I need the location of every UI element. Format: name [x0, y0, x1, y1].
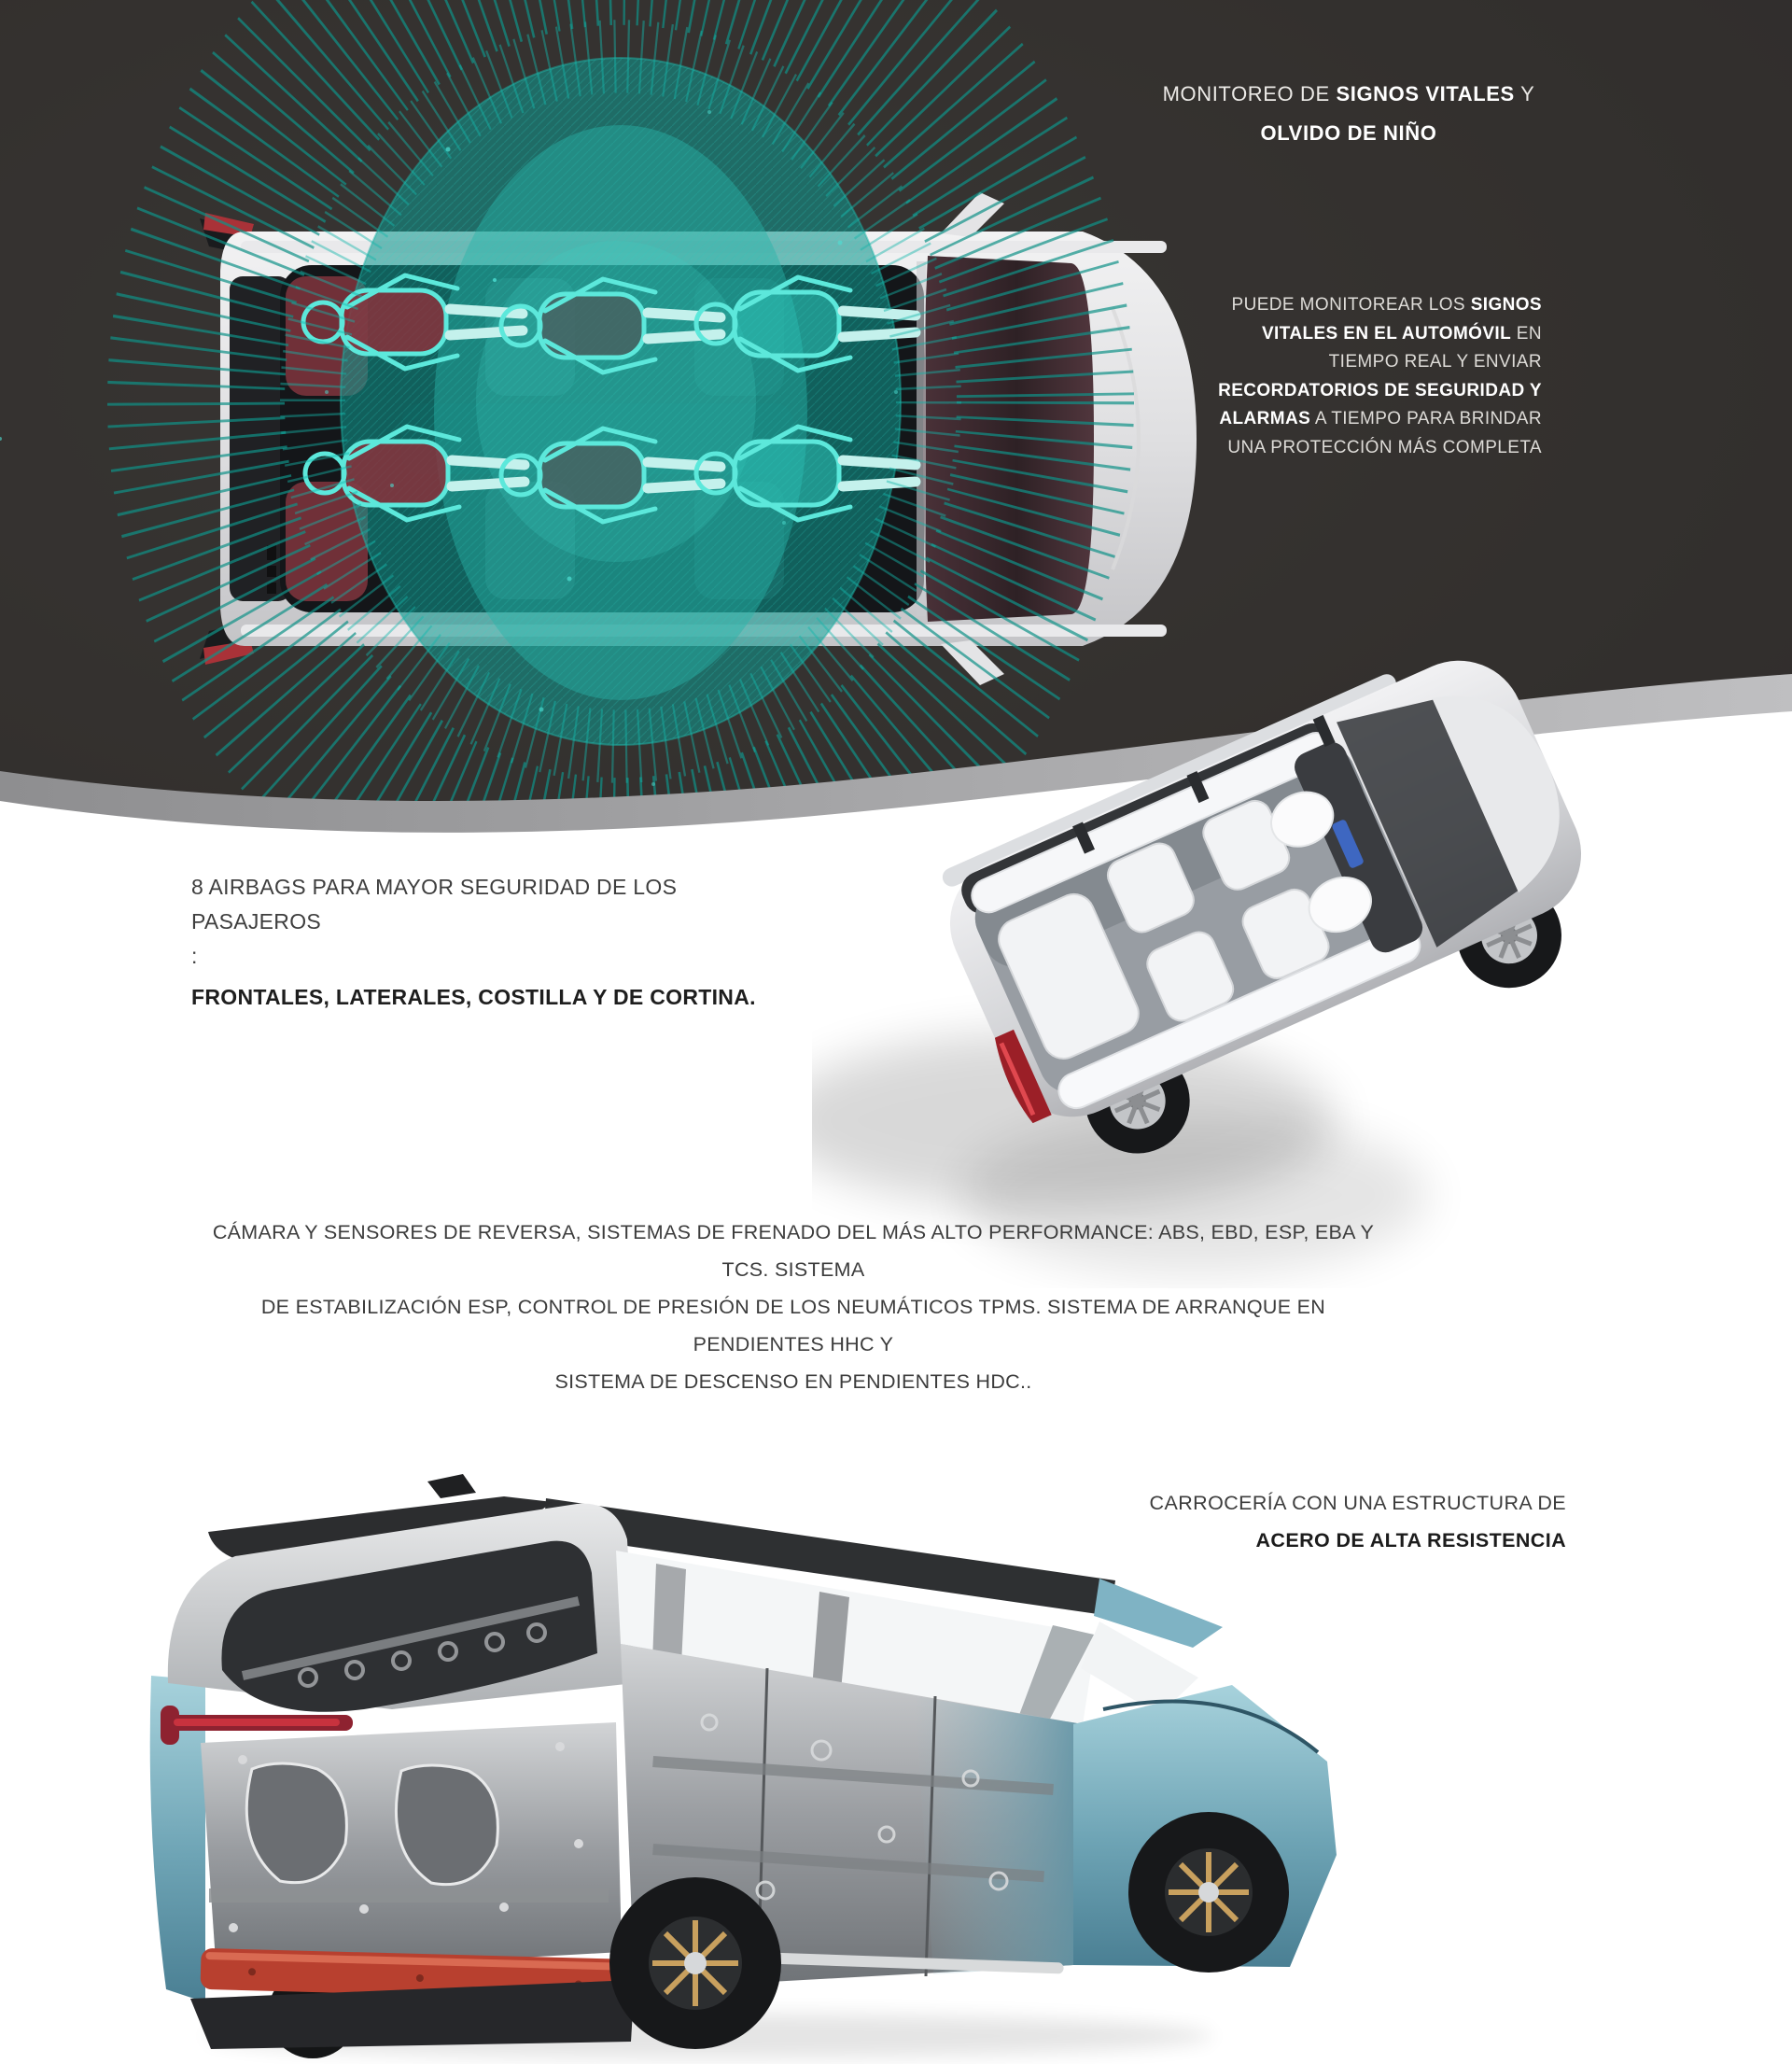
steel-van-wheel-front	[1128, 1812, 1289, 1973]
structure-line1: CARROCERÍA CON UNA ESTRUCTURA DE	[1149, 1492, 1566, 1514]
steel-van-body	[150, 1474, 1337, 2058]
hero-heading-line2: OLVIDO DE NIÑO	[1260, 121, 1437, 145]
hero-paragraph: PUEDE MONITOREAR LOS SIGNOS VITALES EN EL AUTOMÓVIL EN TIEMPO REAL Y ENVIAR RECORDATORIOS DE SEGURIDAD Y ALARMAS A TIEMPO PARA BRINDAR UNA PROTECCIÓN MÁS COMPLETA	[1218, 295, 1542, 457]
features-line2: DE ESTABILIZACIÓN ESP, CONTROL DE PRESIÓN DE LOS NEUMÁTICOS TPMS. SISTEMA DE ARRANQUE EN PENDIENTES HHC Y	[260, 1296, 1326, 1355]
airbags-colon: :	[191, 944, 198, 968]
features-line3: SISTEMA DE DESCENSO EN PENDIENTES HDC..	[554, 1370, 1032, 1393]
airbag-cutaway-van-illustration	[812, 644, 1745, 1288]
hero-heading	[1101, 75, 1596, 153]
structure-text-block	[1043, 1484, 1566, 1559]
features-line1: CÁMARA Y SENSORES DE REVERSA, SISTEMAS DE FRENADO DEL MÁS ALTO PERFORMANCE: ABS, EBD, ESP, EBA Y TCS. SISTEMA	[212, 1221, 1375, 1281]
scan-glow	[341, 58, 901, 745]
hero-heading-line1: MONITOREO DE SIGNOS VITALES Y	[1162, 82, 1535, 105]
features-paragraph	[196, 1214, 1391, 1400]
structure-line2: ACERO DE ALTA RESISTENCIA	[1255, 1529, 1566, 1552]
airbags-emphasis: FRONTALES, LATERALES, COSTILLA Y DE CORTINA.	[191, 985, 756, 1009]
steel-van-wheel-rear	[609, 1877, 781, 2049]
airbags-line2: PASAJEROS	[191, 909, 322, 934]
airbags-line1: 8 AIRBAGS PARA MAYOR SEGURIDAD DE LOS	[191, 875, 678, 899]
airbags-text-block	[191, 870, 845, 1015]
